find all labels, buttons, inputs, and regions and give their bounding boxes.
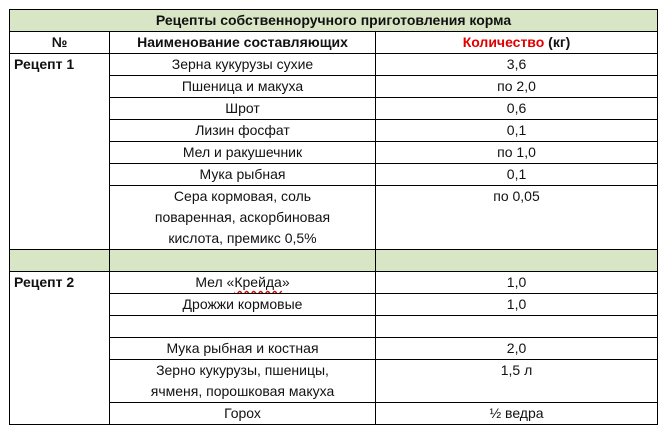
recipes-table xyxy=(9,9,658,425)
ingredient-name: Мука рыбная и костная xyxy=(110,338,376,360)
header-row xyxy=(10,32,658,54)
separator-cell xyxy=(110,250,376,272)
table-row xyxy=(10,272,658,294)
ingredient-name: Шрот xyxy=(110,98,376,120)
ingredient-quantity xyxy=(376,316,658,338)
ingredient-quantity: 0,1 xyxy=(376,120,658,142)
ingredient-name: Зерна кукурузы сухие xyxy=(110,54,376,76)
ingredient-name xyxy=(110,186,376,250)
table-row xyxy=(10,54,658,76)
ingredient-quantity: 0,1 xyxy=(376,164,658,186)
ingredient-quantity: 1,5 л xyxy=(376,360,658,403)
header-quantity xyxy=(376,32,658,54)
ingredient-quantity: 1,0 xyxy=(376,272,658,294)
ingredient-name: Горох xyxy=(110,403,376,425)
ingredient-name-line: поваренная, аскорбиновая xyxy=(154,209,331,225)
ingredient-name xyxy=(110,272,376,294)
header-quantity-unit: (кг) xyxy=(544,34,571,50)
ingredient-name: Пшеница и макуха xyxy=(110,76,376,98)
ingredient-quantity: ½ ведра xyxy=(376,403,658,425)
ingredient-quantity: 2,0 xyxy=(376,338,658,360)
header-quantity-word: Количество xyxy=(462,34,545,50)
spellcheck-marked-word: Крейда xyxy=(234,274,282,290)
ingredient-quantity: по 2,0 xyxy=(376,76,658,98)
ingredient-name: Мука рыбная xyxy=(110,164,376,186)
ingredient-name-line: кислота, премикс 0,5% xyxy=(168,230,317,246)
ingredient-quantity: 0,6 xyxy=(376,98,658,120)
separator-cell xyxy=(376,250,658,272)
ingredient-quantity: 3,6 xyxy=(376,54,658,76)
ingredient-name-line: Сера кормовая, соль xyxy=(173,188,312,204)
ingredient-name: Мел и ракушечник xyxy=(110,142,376,164)
recipe-2-label: Рецепт 2 xyxy=(10,272,110,425)
recipe-1-label: Рецепт 1 xyxy=(10,54,110,250)
ingredient-quantity: по 0,05 xyxy=(376,186,658,250)
ingredient-name xyxy=(110,360,376,403)
table-title: Рецепты собственноручного приготовления корма xyxy=(10,10,658,32)
ingredient-name: Лизин фосфат xyxy=(110,120,376,142)
ingredient-name-part: Мел « xyxy=(195,274,235,290)
header-name: Наименование составляющих xyxy=(110,32,376,54)
ingredient-name: Дрожжи кормовые xyxy=(110,294,376,316)
header-number: № xyxy=(10,32,110,54)
ingredient-name-line: Зерно кукурузы, пшеницы, xyxy=(156,362,329,378)
separator-cell xyxy=(10,250,110,272)
ingredient-name-line: ячменя, порошковая макуха xyxy=(150,383,335,399)
separator-row xyxy=(10,250,658,272)
title-row xyxy=(10,10,658,32)
ingredient-quantity: 1,0 xyxy=(376,294,658,316)
ingredient-quantity: по 1,0 xyxy=(376,142,658,164)
ingredient-name-part: » xyxy=(281,274,290,290)
ingredient-name xyxy=(110,316,376,338)
